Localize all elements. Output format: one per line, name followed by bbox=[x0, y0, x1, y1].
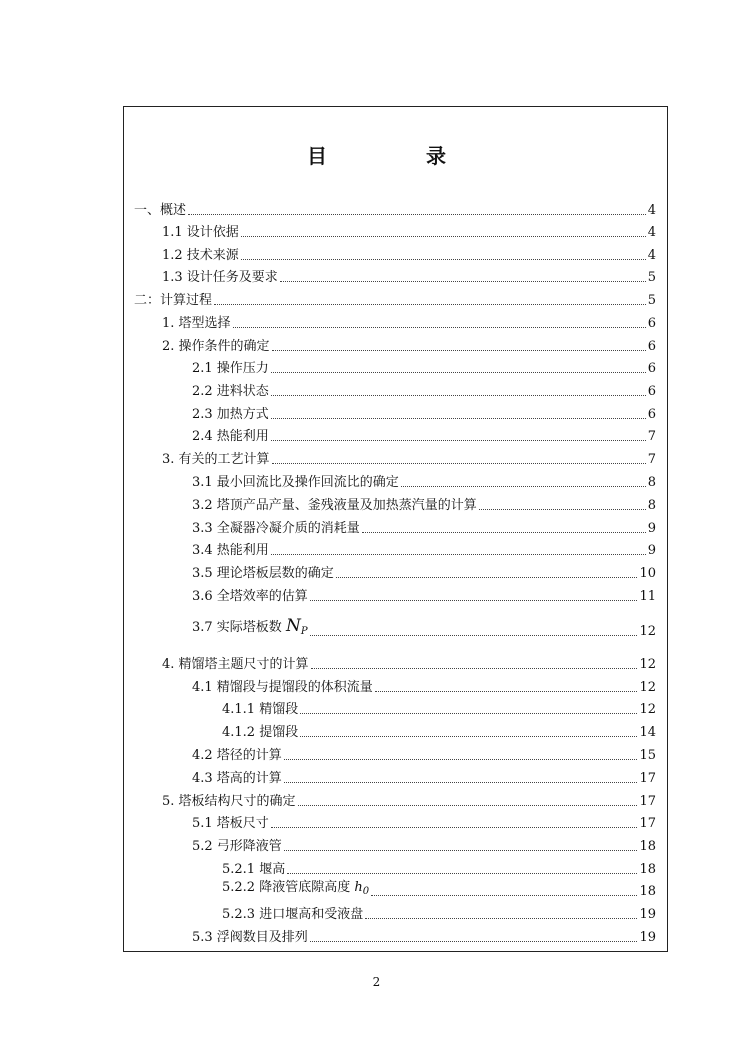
toc-entry-label: 2.2 进料状态 bbox=[192, 384, 269, 399]
toc-entry[interactable] bbox=[134, 538, 656, 560]
toc-entry[interactable] bbox=[134, 311, 656, 333]
toc-entry[interactable] bbox=[134, 243, 656, 265]
np-subscript: P bbox=[300, 626, 308, 637]
toc-entry-label: 3.3 全凝器冷凝介质的消耗量 bbox=[192, 521, 360, 536]
toc-entry-page: 6 bbox=[647, 316, 656, 331]
dot-leader bbox=[272, 463, 646, 464]
toc-entry-page: 4 bbox=[647, 248, 656, 263]
toc-entry-page: 6 bbox=[647, 384, 656, 399]
toc-entry[interactable] bbox=[134, 857, 656, 879]
dot-leader bbox=[284, 782, 638, 783]
toc-entry-page: 5 bbox=[647, 270, 656, 285]
dot-leader bbox=[284, 850, 638, 851]
toc-entry[interactable] bbox=[134, 198, 656, 220]
toc-entry[interactable] bbox=[134, 811, 656, 833]
toc-entry-label: 5.2.1 堰高 bbox=[222, 862, 286, 877]
toc-entry-page: 12 bbox=[639, 702, 656, 717]
dot-leader bbox=[271, 418, 646, 419]
toc-entry[interactable] bbox=[134, 652, 656, 674]
toc-entry-page: 19 bbox=[639, 907, 656, 922]
toc-entry-label: 5.3 浮阀数目及排列 bbox=[192, 930, 308, 945]
dot-leader bbox=[280, 281, 646, 282]
toc-entry-label: 1.1 设计依据 bbox=[162, 225, 239, 240]
dot-leader bbox=[271, 372, 646, 373]
toc-entry-label: 3.4 热能利用 bbox=[192, 543, 269, 558]
toc-entry-page: 18 bbox=[639, 862, 656, 877]
dot-leader bbox=[241, 259, 646, 260]
toc-entry[interactable] bbox=[134, 879, 656, 901]
toc-entry-label: 2.3 加热方式 bbox=[192, 407, 269, 422]
toc-entry-label: 5.1 塔板尺寸 bbox=[192, 816, 269, 831]
toc-entry-page: 15 bbox=[639, 748, 656, 763]
dot-leader bbox=[287, 873, 637, 874]
toc-entry-page: 8 bbox=[647, 498, 656, 513]
dot-leader bbox=[371, 895, 637, 896]
toc-entry-label: 3. 有关的工艺计算 bbox=[162, 452, 270, 467]
h0-subscript: 0 bbox=[362, 886, 370, 897]
toc-entry-page: 18 bbox=[639, 884, 656, 899]
toc-entry[interactable] bbox=[134, 356, 656, 378]
dot-leader bbox=[271, 827, 638, 828]
dot-leader bbox=[284, 759, 638, 760]
dot-leader bbox=[271, 395, 646, 396]
dot-leader bbox=[311, 668, 638, 669]
toc-entry-page: 17 bbox=[639, 794, 656, 809]
toc-entry[interactable] bbox=[134, 288, 656, 310]
toc-entry[interactable] bbox=[134, 834, 656, 856]
dot-leader bbox=[310, 600, 638, 601]
dot-leader bbox=[375, 691, 638, 692]
toc-entry-label: 3.2 塔顶产品产量、釜残液量及加热蒸汽量的计算 bbox=[192, 498, 477, 513]
dot-leader bbox=[310, 941, 638, 942]
toc-entry[interactable] bbox=[134, 720, 656, 742]
dot-leader bbox=[241, 236, 646, 237]
dot-leader bbox=[336, 577, 638, 578]
toc-entry[interactable] bbox=[134, 447, 656, 469]
toc-entry[interactable] bbox=[134, 220, 656, 242]
toc-entry-label: 4.3 塔高的计算 bbox=[192, 771, 282, 786]
dot-leader bbox=[401, 486, 646, 487]
toc-entry-page: 11 bbox=[639, 589, 656, 604]
toc-entry-page: 6 bbox=[647, 407, 656, 422]
toc-entry-page: 10 bbox=[639, 566, 656, 581]
toc-entry-page: 12 bbox=[639, 657, 656, 672]
toc-entry-page: 6 bbox=[647, 339, 656, 354]
dot-leader bbox=[479, 509, 646, 510]
dot-leader bbox=[365, 918, 637, 919]
toc-entry-page: 8 bbox=[647, 475, 656, 490]
toc-entry-page: 14 bbox=[639, 725, 656, 740]
toc-entry[interactable] bbox=[134, 334, 656, 356]
toc-entry[interactable] bbox=[134, 265, 656, 287]
toc-entry[interactable] bbox=[134, 766, 656, 788]
toc-entry-label: 4.1 精馏段与提馏段的体积流量 bbox=[192, 680, 373, 695]
toc-entry-page: 12 bbox=[639, 624, 656, 639]
toc-entry[interactable] bbox=[134, 470, 656, 492]
toc-entry-label: 1. 塔型选择 bbox=[162, 316, 231, 331]
toc-entry[interactable] bbox=[134, 675, 656, 697]
dot-leader bbox=[188, 214, 646, 215]
toc-entry[interactable] bbox=[134, 743, 656, 765]
page-number: 2 bbox=[372, 975, 381, 989]
toc-entry[interactable] bbox=[134, 493, 656, 515]
toc-entry-label: 5.2.3 进口堰高和受液盘 bbox=[222, 907, 364, 922]
toc-entry-label: 5.2.2 降液管底隙高度 $h_0$ bbox=[222, 880, 370, 897]
toc-entry-page: 4 bbox=[647, 203, 656, 218]
toc-entry-label: 4.1.1 精馏段 bbox=[222, 702, 299, 717]
toc-entry-label: 一、概述 bbox=[134, 203, 187, 218]
toc-entry-label: 4.2 塔径的计算 bbox=[192, 748, 282, 763]
toc-entry[interactable] bbox=[134, 902, 656, 924]
toc-entry[interactable] bbox=[134, 789, 656, 811]
toc-entry-page: 17 bbox=[639, 816, 656, 831]
dot-leader bbox=[272, 350, 646, 351]
dot-leader bbox=[233, 327, 646, 328]
toc-entry-label: 3.6 全塔效率的估算 bbox=[192, 589, 308, 604]
toc-entry-label: 3.1 最小回流比及操作回流比的确定 bbox=[192, 475, 399, 490]
toc-entry-page: 9 bbox=[647, 521, 656, 536]
toc-entry-page: 12 bbox=[639, 680, 656, 695]
toc-entry-page: 5 bbox=[647, 293, 656, 308]
toc-entry[interactable] bbox=[134, 925, 656, 947]
toc-entry-label: 2.1 操作压力 bbox=[192, 361, 269, 376]
toc-entry[interactable] bbox=[134, 424, 656, 446]
toc-entry-label: 1.2 技术来源 bbox=[162, 248, 239, 263]
toc-entry-label: 3.5 理论塔板层数的确定 bbox=[192, 566, 334, 581]
dot-leader bbox=[300, 713, 637, 714]
h0-symbol: h bbox=[354, 880, 363, 895]
toc-entry[interactable] bbox=[134, 697, 656, 719]
toc-entry[interactable] bbox=[134, 402, 656, 424]
toc-entry-label: 2. 操作条件的确定 bbox=[162, 339, 270, 354]
toc-entry-page: 7 bbox=[647, 452, 656, 467]
toc-entry-label: 二：计算过程 bbox=[134, 293, 213, 308]
dot-leader bbox=[310, 635, 638, 636]
dot-leader bbox=[271, 554, 646, 555]
dot-leader bbox=[271, 440, 646, 441]
toc-entry-page: 7 bbox=[647, 429, 656, 444]
dot-leader bbox=[362, 532, 646, 533]
toc-entry-label: 1.3 设计任务及要求 bbox=[162, 270, 278, 285]
toc-entry-label: 4.1.2 提馏段 bbox=[222, 725, 299, 740]
toc-entry-page: 18 bbox=[639, 839, 656, 854]
toc-entry[interactable] bbox=[134, 561, 656, 583]
toc-entry-label: 3.7 实际塔板数 $N_P$ bbox=[192, 616, 308, 637]
toc-entry[interactable] bbox=[134, 516, 656, 538]
np-symbol: N bbox=[285, 616, 301, 636]
dot-leader bbox=[214, 304, 646, 305]
toc-entry-label: 2.4 热能利用 bbox=[192, 429, 269, 444]
toc-entry-page: 9 bbox=[647, 543, 656, 558]
toc-entry-label: 5. 塔板结构尺寸的确定 bbox=[162, 794, 296, 809]
toc-entry[interactable] bbox=[134, 379, 656, 401]
toc-entry-page: 17 bbox=[639, 771, 656, 786]
dot-leader bbox=[300, 736, 637, 737]
dot-leader bbox=[298, 805, 638, 806]
toc-entry-label: 5.2 弓形降液管 bbox=[192, 839, 282, 854]
toc-entry-page: 4 bbox=[647, 225, 656, 240]
toc-entry[interactable] bbox=[134, 584, 656, 606]
toc-entry[interactable] bbox=[134, 617, 656, 641]
toc-title: 目 录 bbox=[307, 144, 492, 168]
toc-entry-label: 4. 精馏塔主题尺寸的计算 bbox=[162, 657, 309, 672]
toc-entry-page: 6 bbox=[647, 361, 656, 376]
toc-entry-page: 19 bbox=[639, 930, 656, 945]
